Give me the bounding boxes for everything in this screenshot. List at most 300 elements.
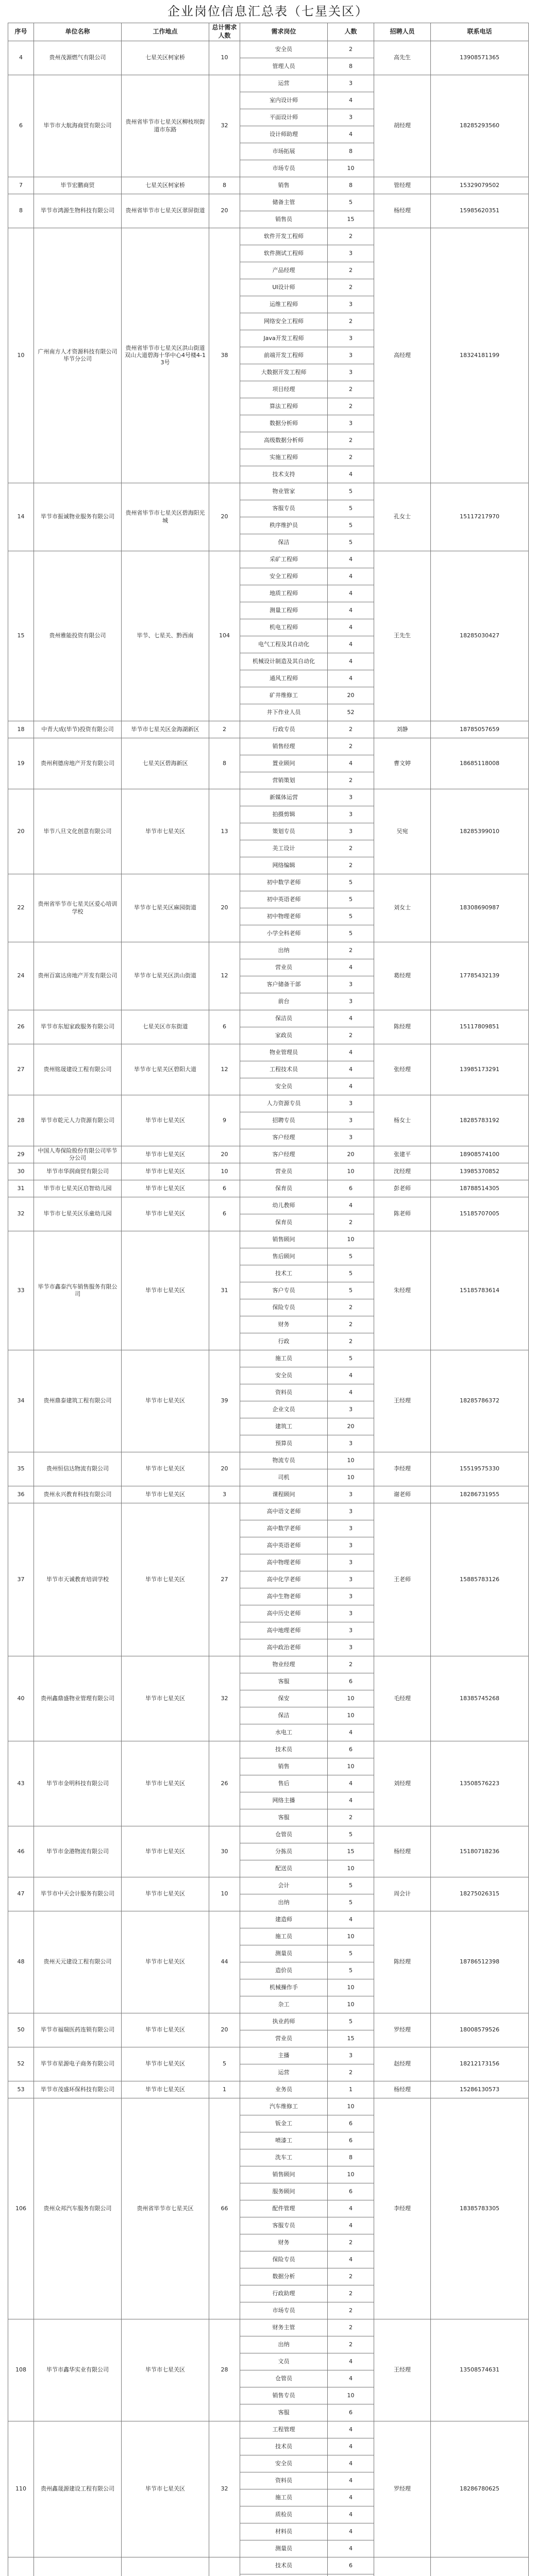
header-company: 单位名称 <box>34 23 122 41</box>
position-name: 钣金工 <box>240 2115 328 2132</box>
company-no: 10 <box>8 228 34 483</box>
position-name: 人力资源专员 <box>240 1095 328 1112</box>
position-count: 3 <box>328 1503 374 1520</box>
position-name: 售后顾问 <box>240 1248 328 1265</box>
position-count: 20 <box>328 1146 374 1163</box>
company-no: 34 <box>8 1350 34 1452</box>
company-contact: 沈经理 <box>374 1163 431 1180</box>
position-count: 4 <box>328 2489 374 2506</box>
company-address: 贵州省毕节市七星关区洪山街道双山大道碧海十华中心4号楼4-13号 <box>122 228 209 483</box>
position-count: 3 <box>328 109 374 126</box>
position-count: 3 <box>328 330 374 347</box>
company-total: 10 <box>209 1163 240 1180</box>
company-name: 贵州恒信达物流有限公司 <box>34 1452 122 1486</box>
company-no: 110 <box>8 2421 34 2557</box>
header-address: 工作地点 <box>122 23 209 41</box>
company-no: 7 <box>8 177 34 194</box>
position-count: 5 <box>328 1282 374 1299</box>
position-name: 销售员 <box>240 211 328 228</box>
position-count: 2 <box>328 1027 374 1044</box>
company-phone: 13908571365 <box>431 41 529 75</box>
position-name: 销售顾问 <box>240 1231 328 1248</box>
table-row <box>8 1044 529 1061</box>
position-count: 15 <box>328 2030 374 2047</box>
table-row <box>8 789 529 806</box>
company-name: 贵州众邦汽车服务有限公司 <box>34 2098 122 2319</box>
table-row <box>8 721 529 738</box>
position-count: 10 <box>328 2098 374 2115</box>
table-row <box>8 194 529 211</box>
company-total: 10 <box>209 1877 240 1911</box>
company-phone: 18785057659 <box>431 721 529 738</box>
table-row <box>8 2557 529 2574</box>
position-count: 3 <box>328 347 374 364</box>
position-name: 市场拓展 <box>240 143 328 160</box>
company-name: 中国人寿保险股份有限公司毕节分公司 <box>34 1146 122 1163</box>
company-name: 毕节八旦文化创意有限公司 <box>34 789 122 874</box>
table-row <box>8 1877 529 1894</box>
company-address: 毕节市七星关区 <box>122 2081 209 2098</box>
position-count: 4 <box>328 1384 374 1401</box>
position-count: 3 <box>328 1520 374 1537</box>
position-count: 3 <box>328 1639 374 1656</box>
position-name: 销售顾问 <box>240 2166 328 2183</box>
position-name: 保洁 <box>240 534 328 551</box>
position-name: 实施工程师 <box>240 449 328 466</box>
company-phone: 18285399010 <box>431 789 529 874</box>
position-count: 4 <box>328 92 374 109</box>
position-count: 10 <box>328 2387 374 2404</box>
position-name: 储备主管 <box>240 194 328 211</box>
position-name: 财务主管 <box>240 2319 328 2336</box>
company-phone: 18275026315 <box>431 1877 529 1911</box>
position-name: 客户专员 <box>240 1282 328 1299</box>
company-address: 毕节市七星关区洪山街道 <box>122 942 209 1010</box>
company-phone: 13508576223 <box>431 1741 529 1826</box>
position-name: 课程顾问 <box>240 1486 328 1503</box>
header-no: 序号 <box>8 23 34 41</box>
position-count: 3 <box>328 1622 374 1639</box>
company-name: 毕节市鑫泰汽车销售服务有限公司 <box>34 1231 122 1350</box>
position-count: 52 <box>328 704 374 721</box>
position-count: 5 <box>328 1894 374 1911</box>
position-count: 3 <box>328 993 374 1010</box>
position-name: 测量工程师 <box>240 602 328 619</box>
company-name: 广州南方人才资源科技有限公司毕节分公司 <box>34 228 122 483</box>
position-count: 10 <box>328 1469 374 1486</box>
position-name: 测量员 <box>240 1945 328 1962</box>
position-count: 4 <box>328 585 374 602</box>
table-row <box>8 738 529 755</box>
position-name: 美工设计 <box>240 840 328 857</box>
company-no: 33 <box>8 1231 34 1350</box>
position-name: 保险专员 <box>240 2251 328 2268</box>
company-total: 10 <box>209 41 240 75</box>
position-name: 客服专员 <box>240 500 328 517</box>
table-row <box>8 1656 529 1673</box>
company-phone: 18286780625 <box>431 2421 529 2557</box>
position-count: 4 <box>328 1911 374 1928</box>
table-row <box>8 2098 529 2115</box>
company-no: 50 <box>8 2013 34 2047</box>
position-count: 2 <box>328 398 374 415</box>
position-name: 出纳 <box>240 1894 328 1911</box>
position-name: 销售经理 <box>240 738 328 755</box>
company-no: 4 <box>8 41 34 75</box>
position-name: 业务员 <box>240 2081 328 2098</box>
position-name: 保险专员 <box>240 1299 328 1316</box>
position-name: 运营 <box>240 2064 328 2081</box>
company-name: 贵州永兴教育科技有限公司 <box>34 1486 122 1503</box>
company-phone: 15185783614 <box>431 1231 529 1350</box>
table-row <box>8 2047 529 2064</box>
company-name: 毕节市鸿源生物科技有限公司 <box>34 194 122 228</box>
position-count: 4 <box>328 619 374 636</box>
position-count: 8 <box>328 177 374 194</box>
company-no: 36 <box>8 1486 34 1503</box>
position-count: 5 <box>328 2013 374 2030</box>
position-count: 3 <box>328 1435 374 1452</box>
position-name: 施工员 <box>240 1928 328 1945</box>
position-name: 秩序维护员 <box>240 517 328 534</box>
position-name: 数据分析师 <box>240 415 328 432</box>
position-count: 2 <box>328 1299 374 1316</box>
company-name: 贵州铭晟建设工程有限公司 <box>34 1044 122 1095</box>
position-name: 高中语文老师 <box>240 1503 328 1520</box>
table-row <box>8 942 529 959</box>
company-total: 38 <box>209 228 240 483</box>
position-count: 2 <box>328 2319 374 2336</box>
position-count: 8 <box>328 58 374 75</box>
company-contact: 朱经理 <box>374 1231 431 1350</box>
company-no: 43 <box>8 1741 34 1826</box>
company-address: 毕节市七星关区 <box>122 789 209 874</box>
company-no: 24 <box>8 942 34 1010</box>
company-name: 贵州省毕节市七星关区爱心培训学校 <box>34 874 122 942</box>
position-name: 建造师 <box>240 1911 328 1928</box>
position-count: 2 <box>328 772 374 789</box>
company-total: 2 <box>209 721 240 738</box>
page-title: 企业岗位信息汇总表（七星关区） <box>167 4 368 19</box>
company-contact: 刘经理 <box>374 1741 431 1826</box>
company-phone: 13508574631 <box>431 2319 529 2421</box>
position-count: 2 <box>328 2285 374 2302</box>
position-name: 初中物理老师 <box>240 908 328 925</box>
company-address: 毕节市七星关区 <box>122 1095 209 1146</box>
table-header <box>8 23 529 41</box>
position-count: 10 <box>328 1452 374 1469</box>
position-name: 通风工程师 <box>240 670 328 687</box>
company-contact: 孔女士 <box>374 483 431 551</box>
position-name: 司机 <box>240 1469 328 1486</box>
position-count: 5 <box>328 517 374 534</box>
company-phone: 15180718236 <box>431 1826 529 1877</box>
position-name: 小学全科老师 <box>240 925 328 942</box>
table-row <box>8 1010 529 1027</box>
company-address: 贵州省毕节市七星关区翠屏街道 <box>122 194 209 228</box>
position-name: 财务 <box>240 2234 328 2251</box>
position-count: 4 <box>328 1775 374 1792</box>
company-contact: 高经理 <box>374 228 431 483</box>
position-count: 6 <box>328 1673 374 1690</box>
position-name: 资料员 <box>240 1384 328 1401</box>
position-name: 软件开发工程师 <box>240 228 328 245</box>
position-name: 测量员 <box>240 2540 328 2557</box>
position-count: 3 <box>328 75 374 92</box>
company-name: 毕节市七星关区启智幼儿园 <box>34 1180 122 1197</box>
position-name: 技术支持 <box>240 466 328 483</box>
company-no: 6 <box>8 75 34 177</box>
company-address: 贵州省毕节市七星关区碧海阳光城 <box>122 483 209 551</box>
position-name: 服务顾问 <box>240 2183 328 2200</box>
position-count: 10 <box>328 1928 374 1945</box>
company-phone: 17785432139 <box>431 942 529 1010</box>
position-name: 机械设计制造及其自动化 <box>240 653 328 670</box>
company-contact: 罗经理 <box>374 2013 431 2047</box>
position-name: 保育员 <box>240 1214 328 1231</box>
company-address: 七星关区柯家桥 <box>122 41 209 75</box>
company-name: 毕节市星源电子商务有限公司 <box>34 2047 122 2081</box>
company-address: 毕节市七星关区 <box>122 1486 209 1503</box>
company-no: 48 <box>8 1911 34 2013</box>
position-count: 4 <box>328 2217 374 2234</box>
position-name: 网络安全工程师 <box>240 313 328 330</box>
position-count: 6 <box>328 2183 374 2200</box>
company-phone: 18212173156 <box>431 2047 529 2081</box>
position-count: 3 <box>328 245 374 262</box>
company-phone: 15885783126 <box>431 1503 529 1656</box>
company-address: 毕节市七星关区金海湖新区 <box>122 721 209 738</box>
position-name: 保育员 <box>240 1180 328 1197</box>
position-count: 3 <box>328 1588 374 1605</box>
company-no: 14 <box>8 483 34 551</box>
position-count: 4 <box>328 2421 374 2438</box>
company-total <box>209 2557 240 2576</box>
position-count: 2 <box>328 1333 374 1350</box>
position-name: UI设计师 <box>240 279 328 296</box>
position-count: 4 <box>328 1044 374 1061</box>
company-address: 毕节市七星关区 <box>122 1656 209 1741</box>
position-count: 2 <box>328 432 374 449</box>
company-address: 毕节市七星关区 <box>122 1877 209 1911</box>
position-name: 高中生物老师 <box>240 1588 328 1605</box>
position-name <box>240 2574 328 2576</box>
position-name: 营业员 <box>240 959 328 976</box>
position-name: 预算员 <box>240 1435 328 1452</box>
position-count: 2 <box>328 279 374 296</box>
position-name: 策划专员 <box>240 823 328 840</box>
position-name: 营业员 <box>240 2030 328 2047</box>
position-count: 2 <box>328 1656 374 1673</box>
position-name: 施工员 <box>240 2489 328 2506</box>
table-row <box>8 75 529 92</box>
position-count: 3 <box>328 1486 374 1503</box>
table-row <box>8 2013 529 2030</box>
company-address: 七星关区碧海新区 <box>122 738 209 789</box>
position-name: 安全员 <box>240 1078 328 1095</box>
position-count: 5 <box>328 1248 374 1265</box>
position-name: 运营 <box>240 75 328 92</box>
company-contact: 张建平 <box>374 1146 431 1163</box>
position-count: 3 <box>328 823 374 840</box>
position-count: 2 <box>328 942 374 959</box>
company-address: 毕节市七星关区 <box>122 1163 209 1180</box>
company-address: 毕节市七星关区 <box>122 2047 209 2081</box>
company-total: 20 <box>209 483 240 551</box>
table-row <box>8 1911 529 1928</box>
table-row <box>8 1486 529 1503</box>
position-name: 物业管理员 <box>240 1044 328 1061</box>
company-contact: 王先生 <box>374 551 431 721</box>
position-count: 5 <box>328 874 374 891</box>
company-phone: 15329079502 <box>431 177 529 194</box>
position-name: 采矿工程师 <box>240 551 328 568</box>
company-address: 毕节市七星关区 <box>122 1503 209 1656</box>
position-name: 客户储备干部 <box>240 976 328 993</box>
position-count: 2 <box>328 1809 374 1826</box>
company-address: 毕节、七星关、黔西南 <box>122 551 209 721</box>
company-name: 毕节市中天会计服务有限公司 <box>34 1877 122 1911</box>
position-name: 家政员 <box>240 1027 328 1044</box>
position-name: 项目经理 <box>240 381 328 398</box>
company-name: 中青大成(毕节)投资有限公司 <box>34 721 122 738</box>
company-total: 20 <box>209 1146 240 1163</box>
position-count: 4 <box>328 2506 374 2523</box>
position-count: 3 <box>328 789 374 806</box>
company-no: 31 <box>8 1180 34 1197</box>
company-no: 28 <box>8 1095 34 1146</box>
position-name: 造价员 <box>240 1962 328 1979</box>
position-count: 4 <box>328 2353 374 2370</box>
position-name: 仓管员 <box>240 2370 328 2387</box>
company-contact: 曹文婷 <box>374 738 431 789</box>
position-count: 2 <box>328 721 374 738</box>
position-name: 高中数学老师 <box>240 1520 328 1537</box>
company-name: 毕节市天诚教育培训学校 <box>34 1503 122 1656</box>
position-name: 设计师助理 <box>240 126 328 143</box>
company-contact: 杨经理 <box>374 1826 431 1877</box>
company-contact: 王经理 <box>374 1350 431 1452</box>
position-name: 行政专员 <box>240 721 328 738</box>
company-no: 19 <box>8 738 34 789</box>
company-total: 3 <box>209 1486 240 1503</box>
position-name: 财务 <box>240 1316 328 1333</box>
position-name: 安全工程师 <box>240 568 328 585</box>
position-count: 3 <box>328 1112 374 1129</box>
position-name: 室内设计师 <box>240 92 328 109</box>
position-count: 3 <box>328 1571 374 1588</box>
position-name: 分拣员 <box>240 1843 328 1860</box>
position-name: 客户经理 <box>240 1129 328 1146</box>
company-phone: 18908574100 <box>431 1146 529 1163</box>
position-count: 4 <box>328 2251 374 2268</box>
company-address: 毕节市七星关区 <box>122 1826 209 1877</box>
company-address: 毕节市七星关区碧阳大道 <box>122 1044 209 1095</box>
position-count: 2 <box>328 1214 374 1231</box>
position-count: 4 <box>328 636 374 653</box>
position-name: 行政 <box>240 1333 328 1350</box>
company-phone: 15185707005 <box>431 1197 529 1231</box>
position-name: 客服 <box>240 1809 328 1826</box>
position-name: 保洁员 <box>240 1010 328 1027</box>
company-address: 毕节市七星关区 <box>122 1741 209 1826</box>
position-count: 2 <box>328 840 374 857</box>
company-phone: 18786512398 <box>431 1911 529 2013</box>
position-count: 3 <box>328 2047 374 2064</box>
position-name: 出纳 <box>240 942 328 959</box>
position-name: 高中英语老师 <box>240 1537 328 1554</box>
position-name: 物业经理 <box>240 1656 328 1673</box>
position-count: 6 <box>328 2404 374 2421</box>
position-count: 10 <box>328 2166 374 2183</box>
position-count: 4 <box>328 2370 374 2387</box>
company-no: 32 <box>8 1197 34 1231</box>
table-row <box>8 551 529 568</box>
company-total: 32 <box>209 1656 240 1741</box>
company-contact: 毛经理 <box>374 1656 431 1741</box>
company-total: 12 <box>209 942 240 1010</box>
position-name: 高中政治老师 <box>240 1639 328 1656</box>
position-count: 10 <box>328 1758 374 1775</box>
company-name: 毕节市乾元人力资源有限公司 <box>34 1095 122 1146</box>
position-count: 4 <box>328 602 374 619</box>
company-total: 32 <box>209 75 240 177</box>
position-name: 置业顾问 <box>240 755 328 772</box>
position-name: 软件测试工程师 <box>240 245 328 262</box>
position-count: 2 <box>328 738 374 755</box>
company-total: 104 <box>209 551 240 721</box>
position-name: 管理人员 <box>240 58 328 75</box>
table-row <box>8 483 529 500</box>
company-contact: 李经理 <box>374 2098 431 2319</box>
table-row <box>8 177 529 194</box>
position-name: 大数据开发工程师 <box>240 364 328 381</box>
company-name: 毕节市金明科技有限公司 <box>34 1741 122 1826</box>
company-phone: 15286130573 <box>431 2081 529 2098</box>
position-name: 保洁 <box>240 1707 328 1724</box>
table-row <box>8 1231 529 1248</box>
header-position: 需求岗位 <box>240 23 328 41</box>
position-count: 10 <box>328 1860 374 1877</box>
company-phone: 15519575330 <box>431 1452 529 1486</box>
position-count: 4 <box>328 959 374 976</box>
company-name: 毕节市大航海商贸有限公司 <box>34 75 122 177</box>
position-name: 市场专员 <box>240 160 328 177</box>
company-phone: 18286731955 <box>431 1486 529 1503</box>
company-contact: 谢老师 <box>374 1486 431 1503</box>
table-row <box>8 41 529 58</box>
position-count: 3 <box>328 1129 374 1146</box>
position-name: 拍摄剪辑 <box>240 806 328 823</box>
position-count: 5 <box>328 1350 374 1367</box>
company-address: 毕节市七星关区 <box>122 2013 209 2047</box>
position-name: 新媒体运营 <box>240 789 328 806</box>
company-phone: 15985620351 <box>431 194 529 228</box>
company-address: 毕节市七星关区 <box>122 1350 209 1452</box>
position-name: 营业员 <box>240 1163 328 1180</box>
position-count: 2 <box>328 262 374 279</box>
company-total: 28 <box>209 2319 240 2421</box>
position-count: 2 <box>328 2234 374 2251</box>
position-count: 2 <box>328 1316 374 1333</box>
table-row <box>8 1095 529 1112</box>
position-count: 5 <box>328 891 374 908</box>
company-phone: 18788514305 <box>431 1180 529 1197</box>
company-total: 12 <box>209 1044 240 1095</box>
company-name: 贵州鑫晟源建设工程有限公司 <box>34 2421 122 2557</box>
table-row <box>8 228 529 245</box>
position-count: 2 <box>328 2268 374 2285</box>
